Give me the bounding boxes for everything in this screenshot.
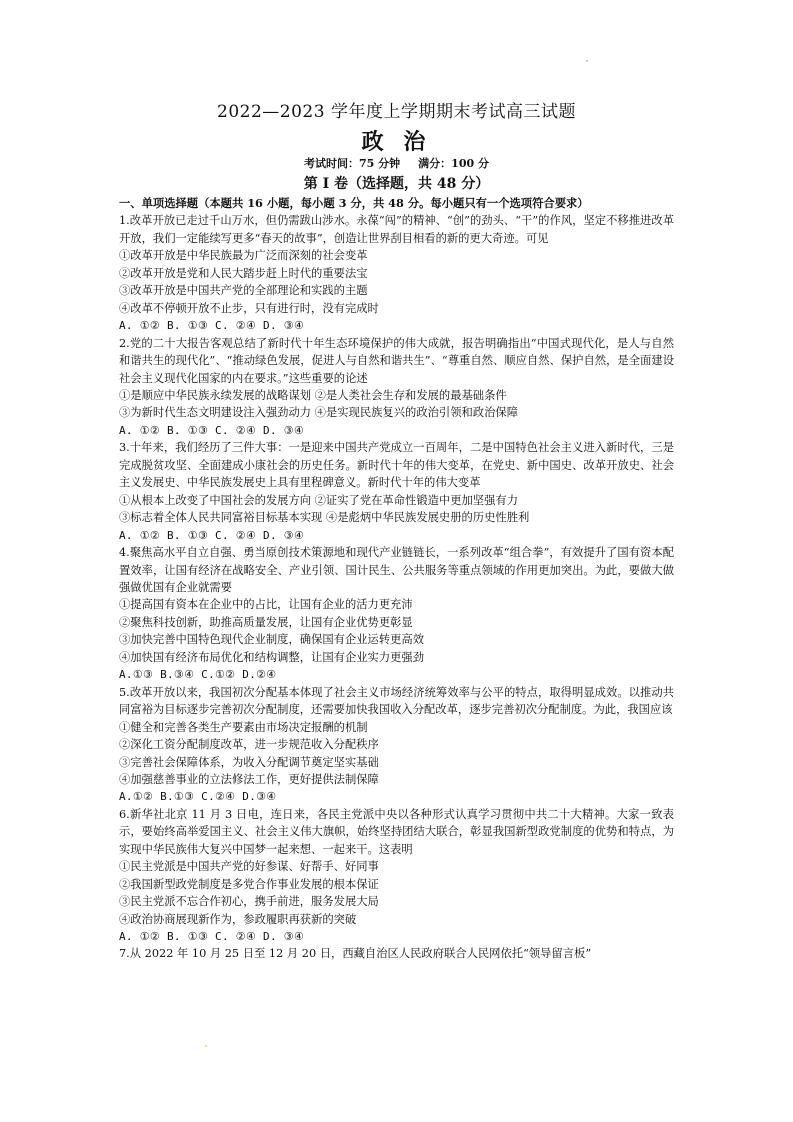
question-6-stem: 6.新华社北京 11 月 3 日电，连日来，各民主党派中央以各种形式认真学习贯彻中共二十大精神。大家一致表示，要始终高举爱国主义、社会主义伟大旗帜，始终坚持团结大联合，彰显我国新型政党制度的优势和特点，为实现中华民族伟大复兴中国梦一起来想、一起来干。这表明 (119, 807, 674, 856)
question-5-option-3: ③完善社会保障体系，为收入分配调节奠定坚实基础 (119, 755, 379, 769)
question-1-option-1: ①改革开放是中华民族最为广泛而深刻的社会变革 (119, 249, 368, 263)
question-2-option-1: ①是顺应中华民族永续发展的战略谋划 ②是人类社会生存和发展的最基础条件 (119, 388, 507, 402)
exam-title: 2022—2023 学年度上学期期末考试高三试题 (217, 102, 576, 122)
question-1-option-2: ②改革开放是党和人民大踏步赶上时代的重要法宝 (119, 266, 368, 280)
scan-speck (586, 60, 588, 62)
question-6-option-3: ③民主党派不忘合作初心，携手前进，服务发展大局 (119, 895, 379, 909)
question-5-option-4: ④加强慈善事业的立法修法工作，更好提供法制保障 (119, 772, 379, 786)
question-6-choices: A. ①② B. ①③ C. ②④ D. ③④ (119, 930, 305, 944)
exam-meta (0, 156, 793, 172)
question-1-option-4: ④改革不停顿开放不止步，只有进行时，没有完成时 (119, 301, 379, 315)
volume-heading: 第 Ⅰ 卷（选择题，共 48 分） (303, 176, 490, 192)
scan-speck (205, 1045, 207, 1047)
question-4-option-1: ①提高国有资本在企业中的占比，让国有企业的活力更充沛 (119, 598, 413, 612)
question-3-option-2: ③标志着全体人民共同富裕目标基本实现 ④是彪炳中华民族发展史册的历史性胜利 (119, 511, 530, 525)
question-3-stem: 3.十年来，我们经历了三件大事：一是迎来中国共产党成立一百周年，二是中国特色社会主义进入新时代，三是完成脱贫攻坚、全面建成小康社会的历史任务。新时代十年的伟大变革，在党史、新中国史、改革开放史、社会主义发展史、中华民族发展史上具有里程碑意义。新时代十年的伟大变革 (119, 441, 674, 490)
question-1-option-3: ③改革开放是中国共产党的全部理论和实践的主题 (119, 284, 368, 298)
exam-score: 满分：100 分 (418, 157, 489, 170)
question-5-choices: A.①② B.①③ C.②④ D.③④ (119, 790, 277, 804)
question-4-option-4: ④加快国有经济布局优化和结构调整，让国有企业实力更强劲 (119, 650, 425, 664)
question-4-stem: 4.聚焦高水平自立自强、勇当原创技术策源地和现代产业链链长，一系列改革“组合拳”，有效提升了国有资本配置效率，让国有经济在战略安全、产业引领、国计民生、公共服务等重点领域的作用更加突出。为此，要做大做强做优国有企业就需要 (119, 546, 674, 594)
question-6-option-2: ②我国新型政党制度是多党合作事业发展的根本保证 (119, 877, 379, 891)
question-2-choices: A. ①② B. ①③ C. ②④ D. ③④ (119, 423, 305, 437)
question-6-option-1: ①民主党派是中国共产党的好参谋、好帮手、好同事 (119, 860, 379, 874)
subject-title: 政 治 (361, 129, 432, 155)
question-2-option-2: ③为新时代生态文明建设注入强劲动力 ④是实现民族复兴的政治引领和政治保障 (119, 406, 518, 420)
question-3-choices: A. ①② B. ①③ C. ②④ D. ③④ (119, 528, 305, 542)
question-5-stem: 5.改革开放以来，我国初次分配基本体现了社会主义市场经济统筹效率与公平的特点，取得明显成效。以推动共同富裕为目标逐步完善初次分配制度，还需要加快我国收入分配改革，逐步完善初次分配制度。为此，我国应该 (119, 685, 674, 717)
question-2-stem: 2.党的二十大报告客观总结了新时代十年生态环境保护的伟大成就，报告明确指出“中国式现代化，是人与自然和谐共生的现代化”、“推动绿色发展，促进人与自然和谐共生”、“尊重自然、顺应自然、保护自然，是全面建设社会主义现代化国家的内在要求。”这些重要的论述 (119, 336, 674, 385)
question-4-choices: A.①③ B.③④ C.①② D.②④ (119, 668, 277, 682)
question-5-option-2: ②深化工资分配制度改革，进一步规范收入分配秩序 (119, 738, 379, 752)
question-6-option-4: ④政治协商展现新作为，参政履职再获新的突破 (119, 912, 357, 926)
question-list (119, 195, 674, 963)
question-1-choices: A. ①② B. ①③ C. ②④ D. ③④ (119, 319, 305, 333)
section-heading: 一、单项选择题（本题共 16 小题，每小题 3 分，共 48 分。每小题只有一个选项符合要求） (119, 196, 589, 210)
exam-time: 考试时间：75 分钟 (304, 157, 401, 170)
question-5-option-1: ①健全和完善各类生产要素由市场决定报酬的机制 (119, 720, 368, 734)
question-4-option-3: ③加快完善中国特色现代企业制度，确保国有企业运转更高效 (119, 633, 425, 647)
question-7-stem: 7.从 2022 年 10 月 25 日至 12 月 20 日，西藏自治区人民政府联合人民网依托“领导留言板” (119, 947, 592, 961)
question-4-option-2: ②聚焦科技创新，助推高质量发展，让国有企业优势更彰显 (119, 615, 413, 629)
question-3-option-1: ①从根本上改变了中国社会的发展方向 ②证实了党在革命性锻造中更加坚强有力 (119, 493, 518, 507)
question-1-stem: 1.改革开放已走过千山万水，但仍需跋山涉水。永葆“闯”的精神、“创”的劲头、“干”的作风，坚定不移推进改革开放，我们一定能续写更多“春天的故事”，创造让世界刮目相看的新的更大奇迹。可见 (119, 214, 674, 245)
